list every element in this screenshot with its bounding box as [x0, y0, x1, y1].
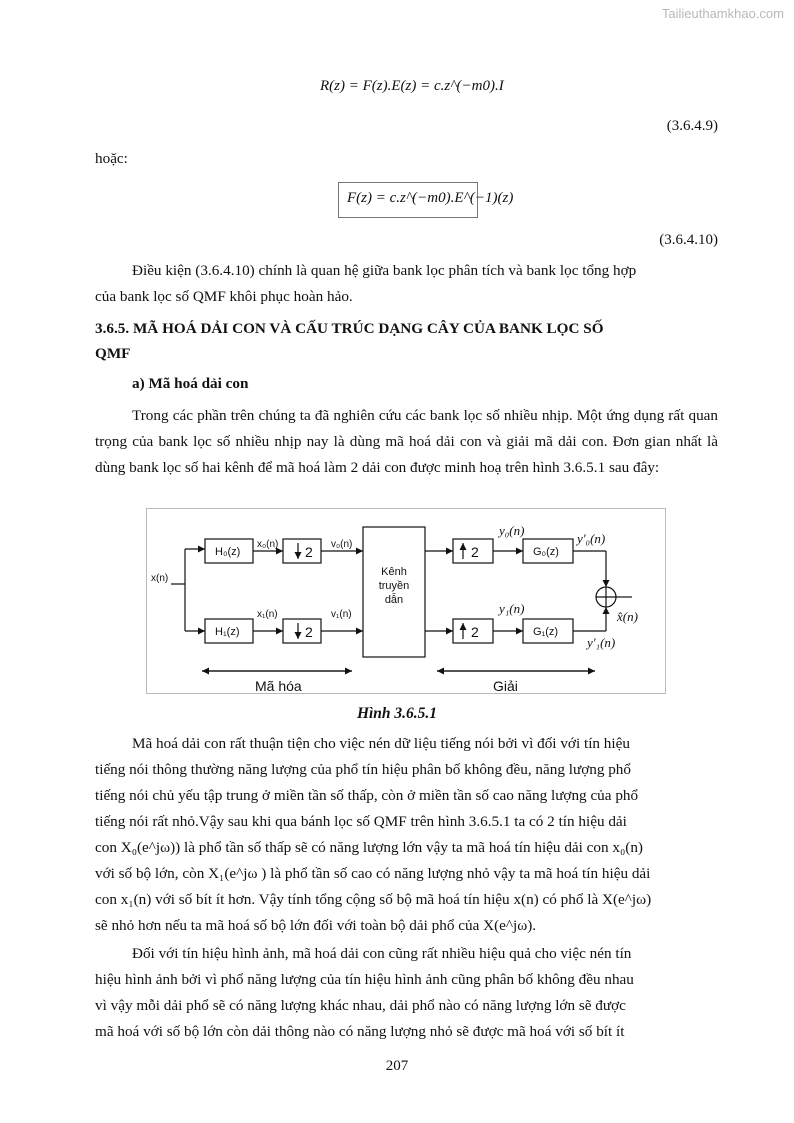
p4-line: Đối với tín hiệu hình ảnh, mã hoá dải con cũng rất nhiều hiệu quả cho việc nén tín [132, 945, 632, 962]
p3-line: con x₁(n) với số bít ít hơn. Vậy tính tổng cộng số bộ mã hoá tín hiệu x(n) có phổ là X(e^jω) [95, 891, 652, 908]
channel-label-2: truyền [378, 580, 410, 592]
v1-label: v₁(n) [331, 609, 352, 620]
x1-label: x₁(n) [257, 609, 278, 620]
x-hat-label: x̂(n) [617, 609, 638, 624]
y0-prime-label: y'₀(n) [577, 531, 606, 546]
channel-label-1: Kênh [381, 566, 407, 578]
x0-label: x₀(n) [257, 539, 279, 550]
g1-block: G₁(z) [533, 626, 559, 638]
section-heading-line-2: QMF [95, 345, 131, 362]
p3-line: sẽ nhỏ hơn nếu ta mã hoá số bộ lớn đối với toàn bộ dải phổ của X(e^jω). [95, 917, 537, 934]
p3-line: với số bộ lớn, còn X₁(e^jω ) là phổ tần số cao có năng lượng nhỏ vậy ta mã hoá tín hiệu dải [95, 865, 651, 882]
page-number: 207 [385, 1058, 409, 1074]
p4-line: hiệu hình ảnh bởi vì phổ năng lượng của tín hiệu hình ảnh cũng phân bố không đều nhau [95, 971, 634, 988]
equation-3-6-4-9: R(z) = F(z).E(z) = c.z^(−m0).I [320, 78, 504, 94]
hoac-text: hoặc: [95, 150, 128, 167]
p3-line: con X₀(e^jω)) là phổ tần số thấp sẽ có năng lượng lớn vậy ta mã hoá tín hiệu dải con x₀(n) [95, 839, 643, 856]
p3-line: tiếng nói chủ yếu tập trung ở miền tần số thấp, còn ở miền tần số cao năng lượng của phổ [95, 787, 639, 804]
paragraph-2: Trong các phần trên chúng ta đã nghiên cứu các bank lọc số nhiều nhịp. Một ứng dụng rất quan trọng của bank lọc số nhiều nhịp nay là dùng mã hoá dải con và giải mã dải con. Đơn gian nhất là dùng bank lọc số hai kênh để mã hoá làm 2 dải con được minh hoạ trên hình 3.6.5.1 sau đây: [95, 407, 718, 476]
p4-line: mã hoá với số bộ lớn còn dải thông nào có năng lượng nhỏ sẽ được mã hoá với số bít ít [95, 1023, 625, 1040]
v0-label: v₀(n) [331, 539, 353, 550]
downsample-0: 2 [305, 544, 313, 560]
watermark: Tailieuthamkhao.com [661, 6, 784, 21]
equation-number-2: (3.6.4.10) [659, 232, 718, 248]
upsample-1: 2 [471, 624, 479, 640]
equation-number-1: (3.6.4.9) [666, 118, 718, 134]
subheading: a) Mã hoá dải con [132, 375, 249, 392]
upsample-0: 2 [471, 544, 479, 560]
section-heading-line-1: 3.6.5. MÃ HOÁ DẢI CON VÀ CẤU TRÚC DẠNG CÂY CỦA BANK LỌC SỐ [95, 320, 604, 337]
block-diagram [146, 508, 666, 694]
y1-label: y₁(n) [499, 601, 525, 616]
equation-3-6-4-10: F(z) = c.z^(−m0).E^(−1)(z) [347, 190, 514, 206]
g0-block: G₀(z) [533, 546, 559, 558]
downsample-1: 2 [305, 624, 313, 640]
h0-block: H₀(z) [215, 546, 241, 558]
figure-caption: Hình 3.6.5.1 [356, 705, 438, 722]
p4-line: vì vậy mỗi dải phổ sẽ có năng lượng khác nhau, dải phổ nào có năng lượng lớn sẽ được [95, 997, 626, 1014]
paragraph-1-line-1: Điều kiện (3.6.4.10) chính là quan hệ giữa bank lọc phân tích và bank lọc tổng hợp [132, 262, 637, 279]
y0-label: y₀(n) [499, 523, 525, 538]
p3-line: Mã hoá dải con rất thuận tiện cho việc nén dữ liệu tiếng nói bởi vì đối với tín hiệu [132, 735, 630, 752]
h1-block: H₁(z) [215, 626, 240, 638]
paragraph-1-line-2: của bank lọc số QMF khôi phục hoàn hảo. [95, 288, 353, 305]
channel-label-3: dẫn [384, 594, 404, 606]
decoder-label: Giải [493, 678, 518, 693]
encoder-label: Mã hóa [255, 678, 302, 693]
x-input-label: x(n) [151, 573, 169, 584]
y1-prime-label: y'₁(n) [587, 635, 616, 650]
p3-line: tiếng nói rất nhỏ.Vậy sau khi qua bánh lọc số QMF trên hình 3.6.5.1 ta có 2 tín hiệu dải [95, 813, 627, 830]
p3-line: tiếng nói thông thường năng lượng của phổ tín hiệu phân bố không đều, năng lượng phổ [95, 761, 631, 778]
